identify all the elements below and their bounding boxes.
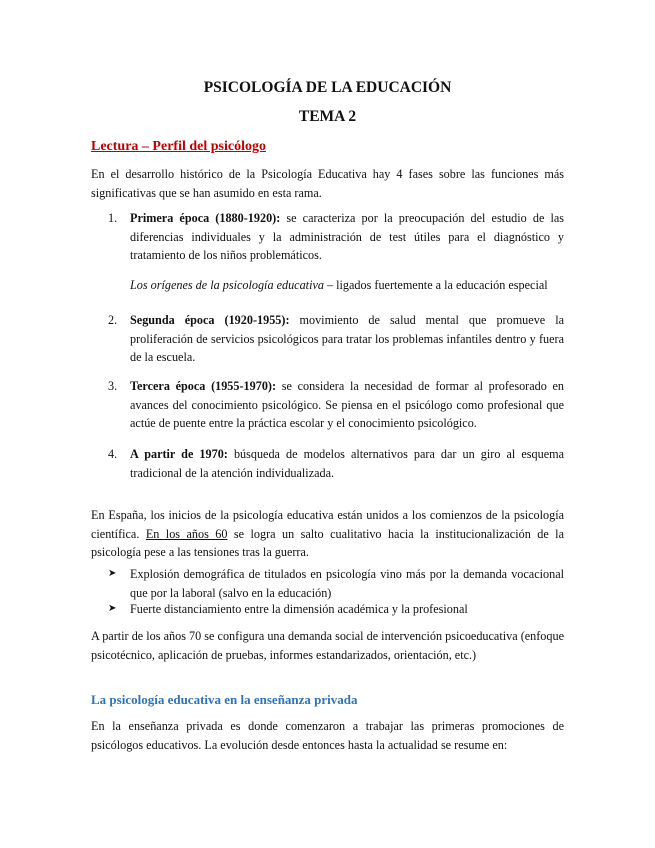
origins-note bbox=[130, 276, 564, 295]
seventies-paragraph: A partir de los años 70 se configura una demanda social de intervención psicoeducativa (enfoque psicotécnico, aplicación de pruebas, informes estandarizados, orientación, etc.) bbox=[91, 629, 564, 662]
phase-number: 3. bbox=[108, 379, 118, 393]
spain-paragraph bbox=[91, 506, 564, 562]
bullet-text: Explosión demográfica de titulados en psicología vino más por la demanda vocacional que por la laboral (salvo en la educación) bbox=[130, 567, 564, 600]
document-title: PSICOLOGÍA DE LA EDUCACIÓN bbox=[203, 79, 452, 96]
section-heading: Lectura – Perfil del psicólogo bbox=[91, 139, 266, 154]
bullet-item-2 bbox=[108, 600, 564, 619]
private-paragraph: En la enseñanza privada es donde comenzaron a trabajar las primeras promociones de psicólogos educativos. La evolución desde entonces hasta la actualidad se resume en: bbox=[91, 719, 564, 752]
bullet-item-1 bbox=[108, 565, 564, 602]
private-heading: La psicología educativa en la enseñanza privada bbox=[91, 692, 358, 707]
spain-text-after: se logra un salto cualitativo hacia la institucionalización de la psicología pese a las tensiones tras la guerra. bbox=[91, 526, 564, 559]
bullet-text: Fuerte distanciamiento entre la dimensión académica y la profesional bbox=[130, 602, 468, 616]
phase-number: 2. bbox=[108, 313, 118, 327]
origins-note-rest: – ligados fuertemente a la educación especial bbox=[323, 278, 548, 292]
phase-item-2 bbox=[108, 311, 564, 367]
phase-text: movimiento de salud mental que promueve la proliferación de servicios psicológicos para tratar los problemas infantiles dentro y fuera de la escuela. bbox=[130, 313, 564, 364]
phase-text: se caracteriza por la preocupación del estudio de las diferencias individuales y la administración de test útiles para el diagnóstico y tratamiento de los niños problemáticos. bbox=[130, 211, 564, 262]
phase-item-4 bbox=[108, 445, 564, 482]
phase-title: A partir de 1970: bbox=[130, 447, 228, 461]
phase-title: Primera época (1880-1920): bbox=[130, 211, 281, 225]
phase-number: 1. bbox=[108, 211, 118, 225]
spain-text-before: En España, los inicios de la psicología educativa están unidos a los comienzos de la psicología científica. bbox=[91, 508, 564, 541]
intro-paragraph: En el desarrollo histórico de la Psicología Educativa hay 4 fases sobre las funciones más significativas que se han asumido en esta rama. bbox=[91, 167, 564, 200]
phase-title: Segunda época (1920-1955): bbox=[130, 313, 290, 327]
origins-note-italic: Los orígenes de la psicología educativa bbox=[130, 278, 324, 292]
arrowhead-bullet-icon: ➤ bbox=[108, 603, 117, 614]
arrowhead-bullet-icon: ➤ bbox=[108, 568, 117, 579]
phase-number: 4. bbox=[108, 447, 118, 461]
document-subtitle: TEMA 2 bbox=[298, 108, 357, 125]
phase-item-3 bbox=[108, 377, 564, 433]
phase-title: Tercera época (1955-1970): bbox=[130, 379, 277, 393]
spain-text-underlined: En los años 60 bbox=[145, 526, 228, 541]
phase-text: se considera la necesidad de formar al profesorado en avances del conocimiento psicológico. Se piensa en el psicólogo como profesional que actúe de puente entre la práctica escolar y el conocimiento psicológico. bbox=[130, 379, 565, 430]
phase-text: búsqueda de modelos alternativos para dar un giro al esquema tradicional de la atención individualizada. bbox=[130, 447, 564, 480]
phase-item-1 bbox=[108, 209, 564, 265]
